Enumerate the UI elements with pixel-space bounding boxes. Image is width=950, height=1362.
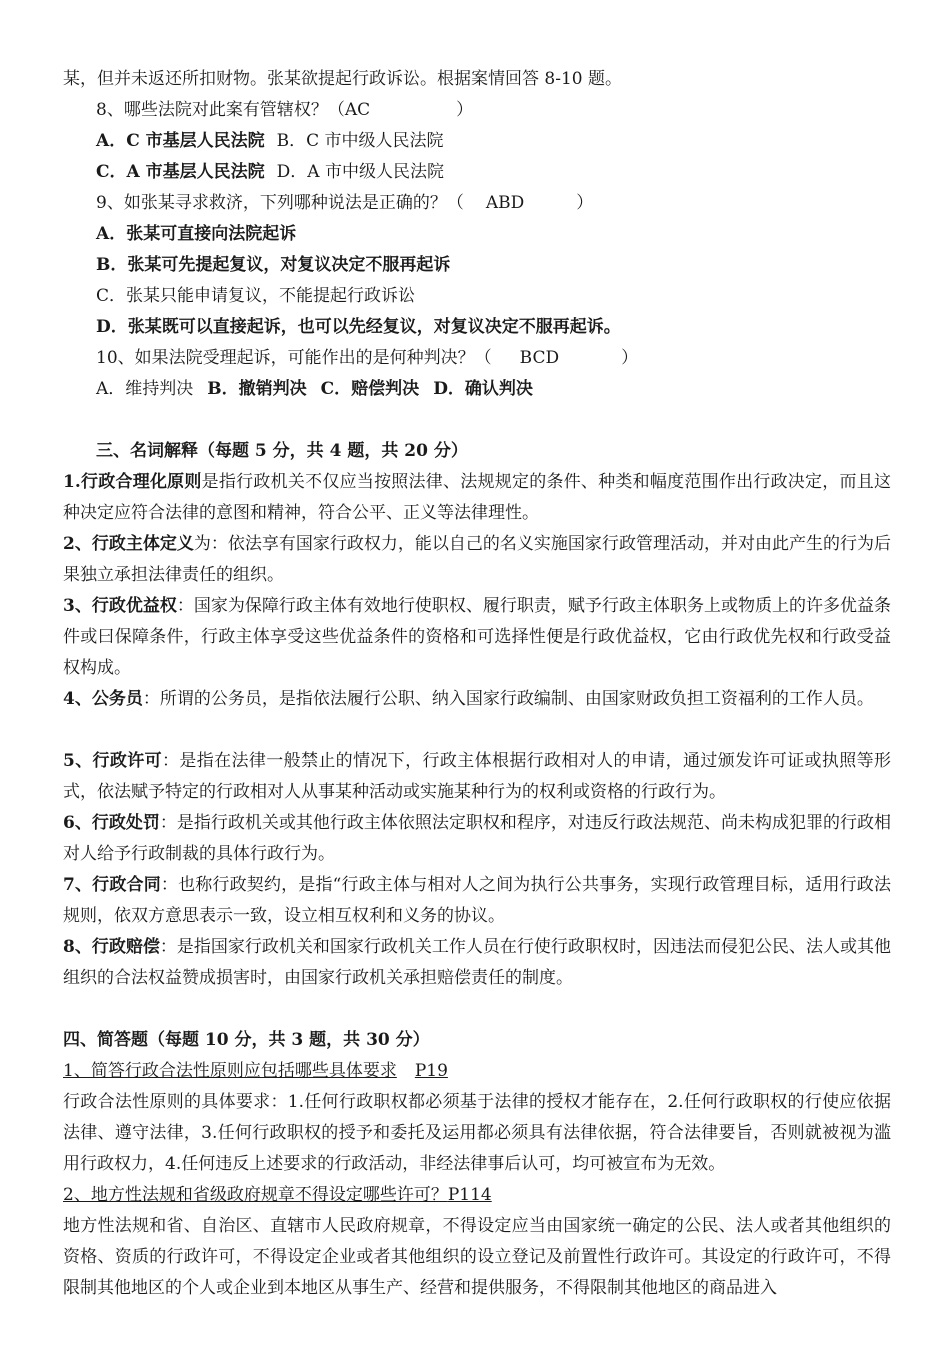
definition-text: ：是指行政机关或其他行政主体依照法定职权和程序，对违反行政法规范、尚未构成犯罪的行政相对人给予行政制裁的具体行政行为。: [63, 813, 891, 864]
answer-text: AC: [344, 100, 371, 120]
question-10-stem: [96, 347, 638, 369]
definition-text: ：所谓的公务员，是指依法履行公职、纳入国家行政编制、由国家财政负担工资福利的工作人员。: [142, 689, 874, 709]
definition-term: 7、行政合同: [63, 875, 161, 895]
option-b-correct: B．张某可先提起复议，对复议决定不服再起诉: [96, 255, 451, 275]
short-answer-2-text: 地方性法规和省、自治区、直辖市人民政府规章，不得设定应当由国家统一确定的公民、法人或者其他组织的资格、资质的行政许可，不得设定企业或者其他组织的设立登记及前置性行政许可。其设定的行政许可，不得限制其他地区的个人或企业到本地区从事生产、经营和提供服务，不得限制其他地区的商品进入: [63, 1216, 891, 1298]
answer-text: BCD: [519, 348, 560, 368]
option-b: B．C 市中级人民法院: [276, 131, 444, 151]
definition-item-3: [63, 591, 891, 684]
definition-term: 2、行政主体定义: [63, 534, 194, 554]
question-8-stem: [96, 99, 473, 121]
definition-term: 3、行政优益权: [63, 596, 177, 616]
definition-item-1: [63, 467, 891, 529]
page-reference: P19: [414, 1061, 448, 1081]
question-stem-text: 9、如张某寻求救济，下列哪种说法是正确的？（: [96, 193, 464, 213]
question-title: 2、地方性法规和省级政府规章不得设定哪些许可？: [63, 1185, 448, 1205]
page-reference: P114: [447, 1185, 492, 1205]
definition-text: 为：依法享有国家行政权力，能以自己的名义实施国家行政管理活动，并对由此产生的行为后果独立承担法律责任的组织。: [63, 534, 891, 585]
question-10-options: [96, 378, 533, 400]
answer-text: ABD: [485, 193, 525, 213]
definition-text: ：国家为保障行政主体有效地行使职权、履行职责，赋予行政主体职务上或物质上的许多优益条件或曰保障条件，行政主体享受这些优益条件的资格和可选择性便是行政优益权，它由行政优先权和行政受益权构成。: [63, 596, 891, 678]
section-4-heading: 四、简答题（每题 10 分，共 3 题，共 30 分）: [63, 1030, 430, 1050]
option-d: D．A 市中级人民法院: [276, 162, 444, 182]
definition-item-4: [63, 684, 891, 715]
definition-term: 5、行政许可: [63, 751, 163, 771]
option-c-correct: C．A 市基层人民法院: [96, 162, 265, 182]
short-answer-1-title: [63, 1060, 448, 1082]
definition-term: 4、公务员: [63, 689, 143, 709]
option-c-correct: C．赔偿判决: [320, 379, 420, 399]
question-9-stem: [96, 192, 593, 214]
option-d-correct: D．确认判决: [433, 379, 533, 399]
section-3-heading: 三、名词解释（每题 5 分，共 4 题，共 20 分）: [96, 441, 468, 461]
question-8-options-row-2: [96, 161, 444, 183]
paren-close: ）: [576, 193, 594, 213]
option-a-correct: A．C 市基层人民法院: [96, 131, 265, 151]
definition-item-7: [63, 870, 891, 932]
definition-text: ：是指在法律一般禁止的情况下，行政主体根据行政相对人的申请，通过颁发许可证或执照等形式，依法赋予特定的行政相对人从事某种活动或实施某种行为的权利或资格的行政行为。: [63, 751, 891, 802]
case-intro-line: 某，但并未返还所扣财物。张某欲提起行政诉讼。根据案情回答 8-10 题。: [63, 69, 622, 89]
option-d-correct: D．张某既可以直接起诉，也可以先经复议，对复议决定不服再起诉。: [96, 317, 621, 337]
definition-item-8: [63, 932, 891, 994]
question-title: 1、简答行政合法性原则应包括哪些具体要求: [63, 1061, 397, 1081]
definition-item-5: [63, 746, 891, 808]
definition-term: 8、行政赔偿: [63, 937, 160, 957]
option-b-correct: B．撤销判决: [207, 379, 307, 399]
question-stem-text: 10、如果法院受理起诉，可能作出的是何种判决？（: [96, 348, 492, 368]
paren-close: ）: [456, 100, 474, 120]
definition-item-6: [63, 808, 891, 870]
option-a: A．维持判决: [96, 379, 194, 399]
paren-close: ）: [621, 348, 639, 368]
short-answer-1-text: 行政合法性原则的具体要求：1.任何行政职权都必须基于法律的授权才能存在，2.任何行政职权的行使应依据法律、遵守法律，3.任何行政职权的授予和委托及运用都必须具有法律依据，符合法律要旨，否则就被视为滥用行政权力，4.任何违反上述要求的行政活动，非经法律事后认可，均可被宣布为无效。: [63, 1092, 891, 1174]
definition-text: ：也称行政契约，是指“行政主体与相对人之间为执行公共事务，实现行政管理目标，适用行政法规则，依双方意思表示一致，设立相互权利和义务的协议。: [63, 875, 891, 926]
short-answer-2-title: [63, 1184, 492, 1206]
question-8-options-row-1: [96, 130, 444, 152]
option-a-correct: A．张某可直接向法院起诉: [96, 224, 297, 244]
definition-item-2: [63, 529, 891, 591]
definition-text: ：是指国家行政机关和国家行政机关工作人员在行使行政职权时，因违法而侵犯公民、法人或其他组织的合法权益赞成损害时，由国家行政机关承担赔偿责任的制度。: [63, 937, 891, 988]
definition-term: 1.行政合理化原则: [63, 472, 202, 492]
definition-term: 6、行政处罚: [63, 813, 160, 833]
option-c: C．张某只能申请复议，不能提起行政诉讼: [96, 286, 416, 306]
definition-text: 是指行政机关不仅应当按照法律、法规规定的条件、种类和幅度范围作出行政决定，而且这种决定应符合法律的意图和精神，符合公平、正义等法律理性。: [63, 472, 892, 523]
question-stem-text: 8、哪些法院对此案有管辖权？（: [96, 100, 345, 120]
